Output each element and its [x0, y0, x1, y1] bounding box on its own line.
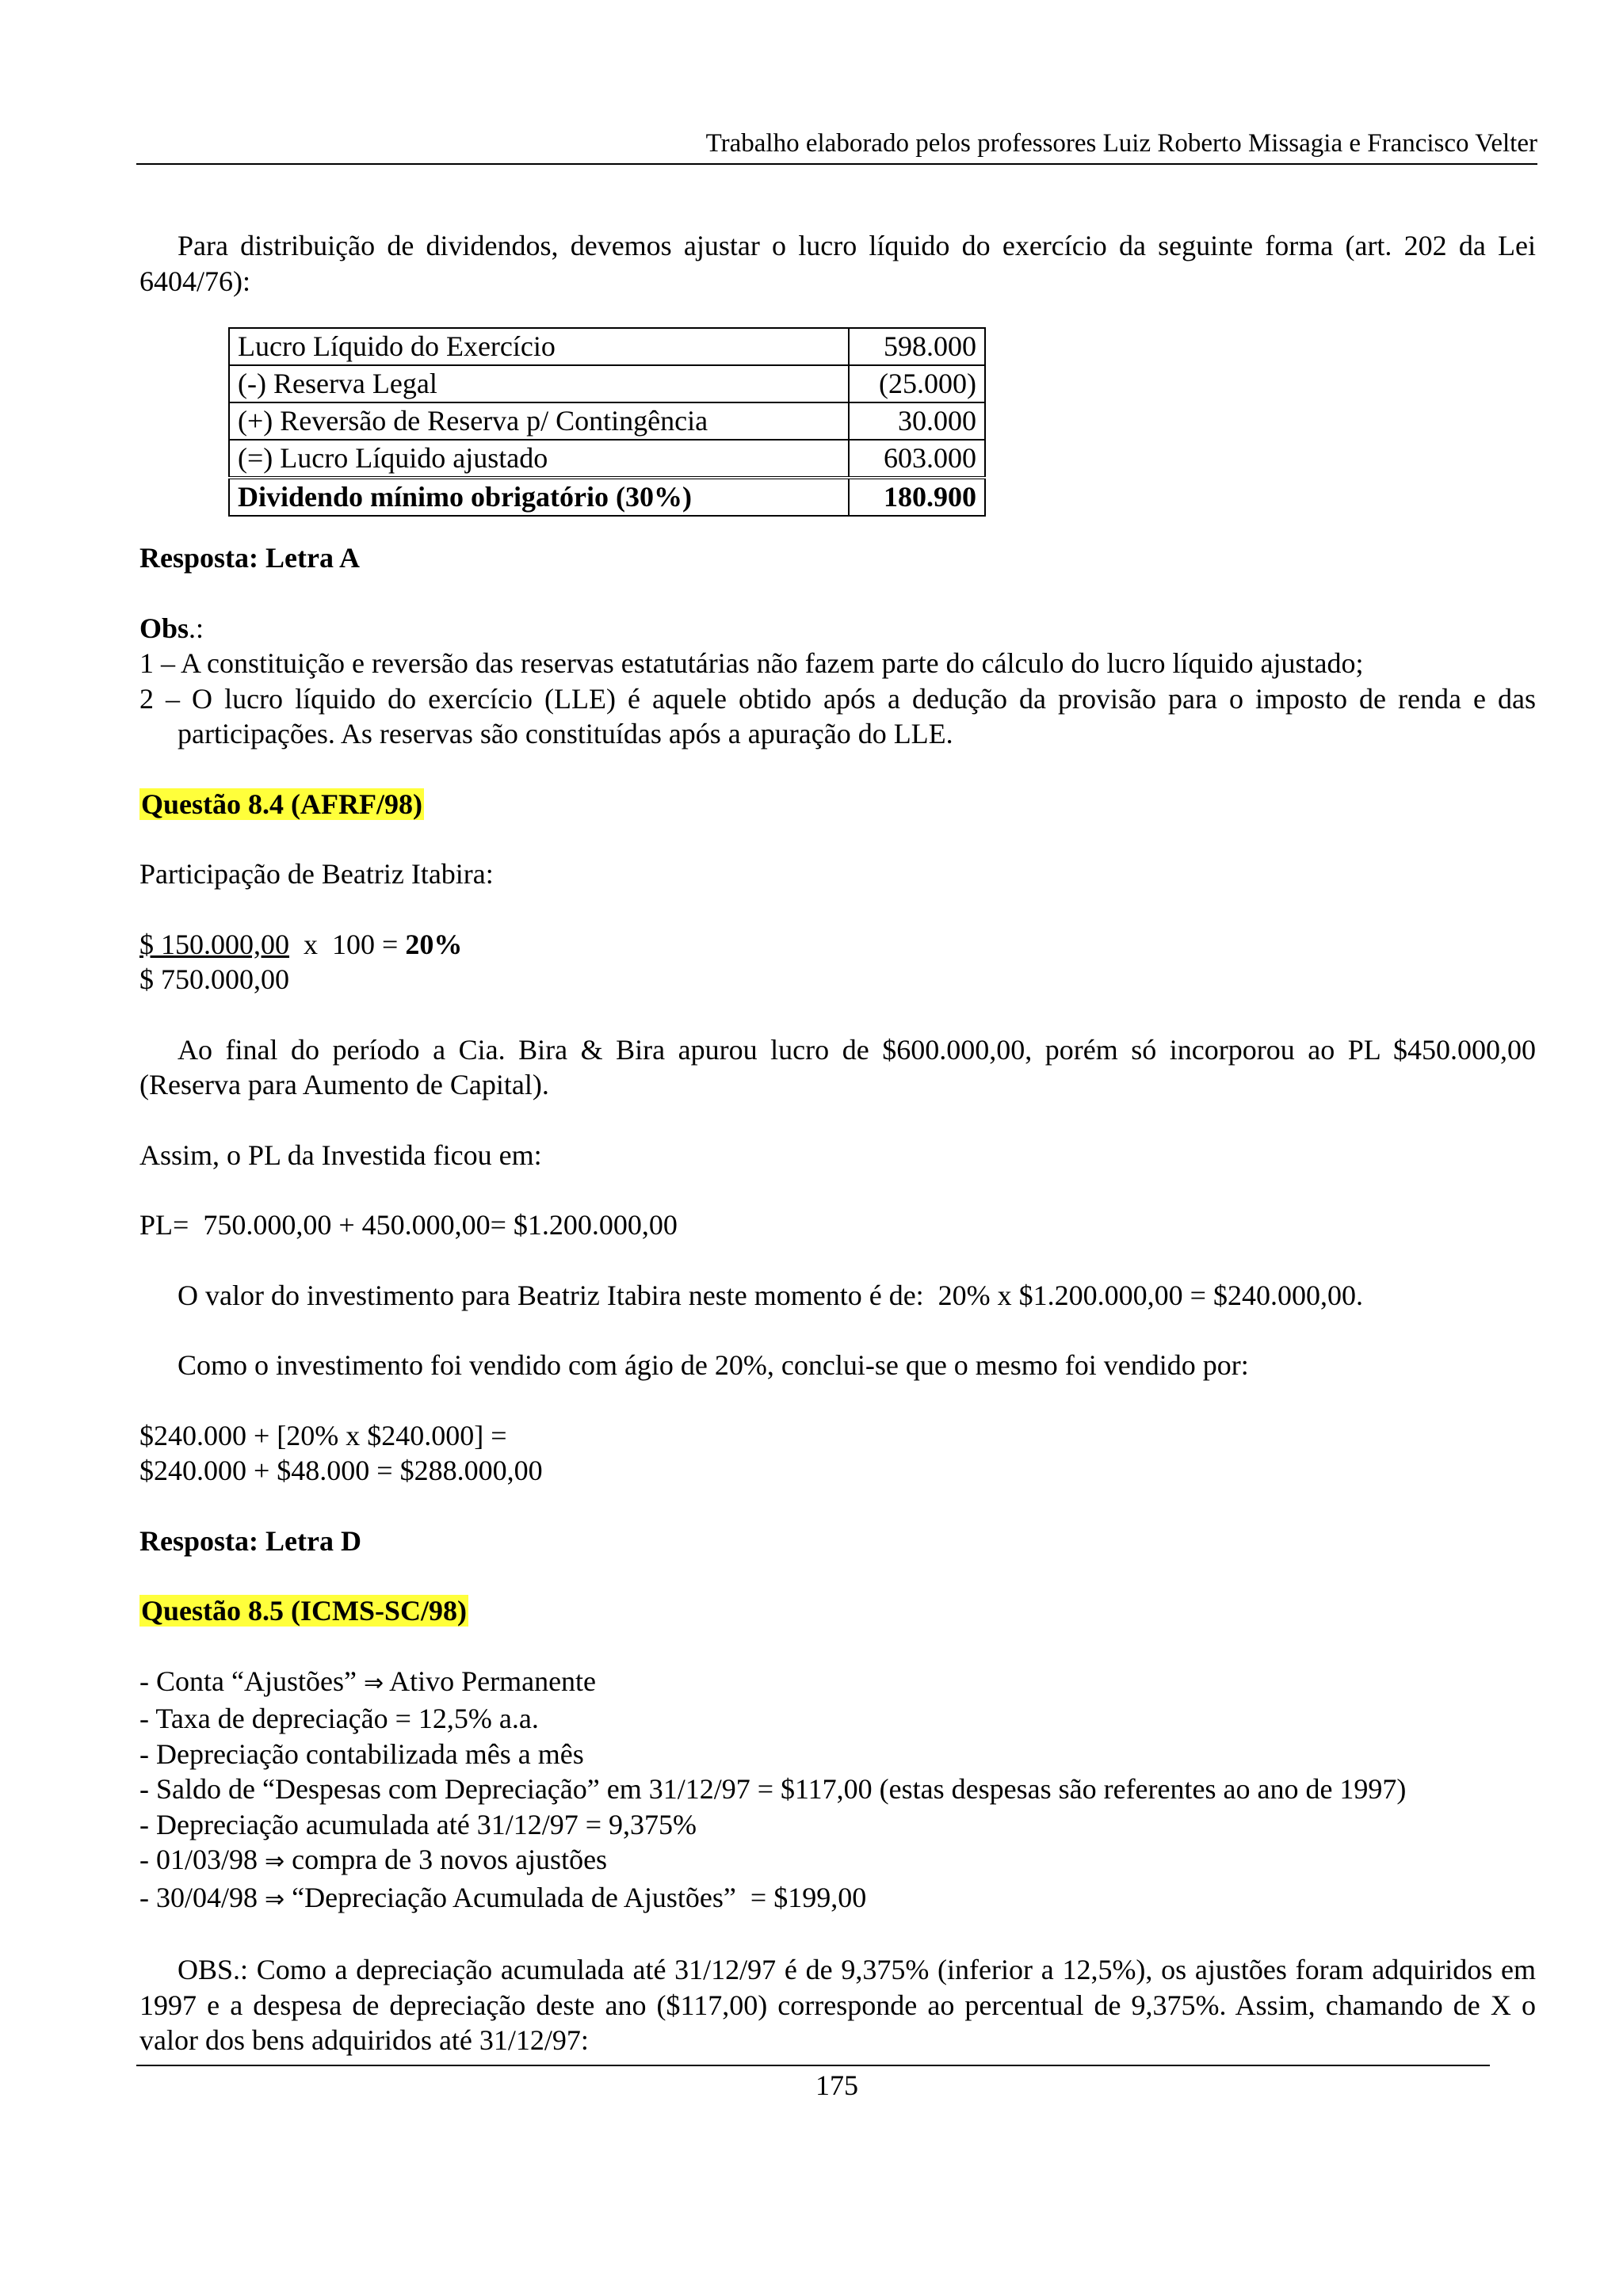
header-divider — [136, 163, 1537, 165]
row-label: Lucro Líquido do Exercício — [229, 328, 849, 365]
total-value: 180.900 — [849, 478, 985, 516]
list-item — [139, 1772, 1536, 1807]
running-header: Trabalho elaborado pelos professores Luiz Roberto Missagia e Francisco Velter — [705, 129, 1537, 158]
dividend-calculation-table — [228, 327, 986, 517]
q84-pl-calculation: PL= 750.000,00 + 450.000,00= $1.200.000,00 — [139, 1209, 678, 1241]
row-label: (+) Reversão de Reserva p/ Contingência — [229, 402, 849, 440]
participation-fraction — [139, 927, 1536, 963]
implies-arrow-icon: ⇒ — [265, 1848, 285, 1875]
q84-paragraph-5: Como o investimento foi vendido com ágio de 20%, conclui-se que o mesmo foi vendido por: — [178, 1349, 1249, 1381]
obs-title-suffix: .: — [189, 612, 204, 644]
answer-a: Resposta: Letra A — [139, 542, 360, 574]
row-value: 603.000 — [849, 440, 985, 478]
item-text-after: Ativo Permanente — [384, 1665, 597, 1697]
question-8-5-title: Questão 8.5 (ICMS-SC/98) — [141, 1595, 467, 1627]
intro-paragraph: Para distribuição de dividendos, devemos ajustar o lucro líquido do exercício da seguinte forma (art. 202 da Lei 6404/76): — [139, 230, 1536, 297]
list-item — [139, 1701, 1536, 1737]
table-row — [229, 328, 985, 365]
page-number: 175 — [815, 2069, 858, 2101]
fraction-denominator: $ 750.000,00 — [139, 963, 289, 995]
q84-calc-line-1: $240.000 + [20% x $240.000] = — [139, 1419, 507, 1451]
obs-title: Obs — [139, 612, 189, 644]
table-row — [229, 365, 985, 402]
list-item — [139, 1737, 1536, 1772]
item-text: - Saldo de “Despesas com Depreciação” em 31/12/97 = $117,00 (estas despesas são referentes ao ano de 1997) — [139, 1773, 1407, 1805]
q84-paragraph-4: O valor do investimento para Beatriz Itabira neste momento é de: 20% x $1.200.000,00 = $240.000,00. — [178, 1279, 1363, 1311]
fraction-result: 20% — [405, 928, 463, 960]
fraction-operator: x 100 = — [289, 928, 406, 960]
total-label: Dividendo mínimo obrigatório (30%) — [229, 478, 849, 516]
q85-obs-paragraph: OBS.: Como a depreciação acumulada até 31/12/97 é de 9,375% (inferior a 12,5%), os ajustões foram adquiridos em 1997 e a despesa de depreciação deste ano ($117,00) corresponde ao percentual de 9,375%. Assim, chamando de X o valor dos bens adquiridos até 31/12/97: — [139, 1954, 1536, 2056]
item-text: - Conta “Ajustões” — [139, 1665, 364, 1697]
implies-arrow-icon: ⇒ — [363, 1669, 384, 1697]
calc-table-body — [229, 328, 985, 516]
item-text-after: “Depreciação Acumulada de Ajustões” = $199,00 — [285, 1881, 867, 1913]
list-item — [139, 1842, 1536, 1880]
row-label: (=) Lucro Líquido ajustado — [229, 440, 849, 478]
q84-calc-line-2: $240.000 + $48.000 = $288.000,00 — [139, 1455, 543, 1486]
fraction-numerator: $ 150.000,00 — [139, 928, 289, 960]
item-text: - 01/03/98 — [139, 1844, 265, 1875]
q84-paragraph-1: Ao final do período a Cia. Bira & Bira apurou lucro de $600.000,00, porém só incorporou ao PL $450.000,00 (Reserva para Aumento de Capital). — [139, 1033, 1536, 1100]
obs-item-1: 1 – A constituição e reversão das reservas estatutárias não fazem parte do cálculo do lucro líquido ajustado; — [139, 647, 1364, 679]
footer-divider — [136, 2065, 1490, 2066]
list-item — [139, 1880, 1536, 1918]
question-8-4-title: Questão 8.4 (AFRF/98) — [141, 788, 422, 820]
row-value: 30.000 — [849, 402, 985, 440]
table-total-row — [229, 478, 985, 516]
item-text-after: compra de 3 novos ajustões — [285, 1844, 608, 1875]
row-value: (25.000) — [849, 365, 985, 402]
item-text: - Taxa de depreciação = 12,5% a.a. — [139, 1703, 539, 1734]
answer-d: Resposta: Letra D — [139, 1524, 361, 1557]
page-body — [139, 228, 1536, 2058]
table-row — [229, 440, 985, 478]
item-text: - 30/04/98 — [139, 1881, 265, 1913]
item-text: - Depreciação contabilizada mês a mês — [139, 1737, 584, 1770]
q85-fact-list — [139, 1664, 1536, 1918]
participation-label: Participação de Beatriz Itabira: — [139, 858, 494, 890]
table-row — [229, 402, 985, 440]
row-label: (-) Reserva Legal — [229, 365, 849, 402]
item-text: - Depreciação acumulada até 31/12/97 = 9,375% — [139, 1808, 697, 1840]
implies-arrow-icon: ⇒ — [265, 1885, 285, 1913]
obs-heading — [139, 611, 1536, 646]
row-value: 598.000 — [849, 328, 985, 365]
list-item — [139, 1664, 1536, 1702]
list-item — [139, 1807, 1536, 1843]
obs-item-2: 2 – O lucro líquido do exercício (LLE) é aquele obtido após a dedução da provisão para o imposto de renda e das participações. As reservas são constituídas após a apuração do LLE. — [139, 682, 1536, 749]
q84-paragraph-2: Assim, o PL da Investida ficou em: — [139, 1138, 542, 1171]
